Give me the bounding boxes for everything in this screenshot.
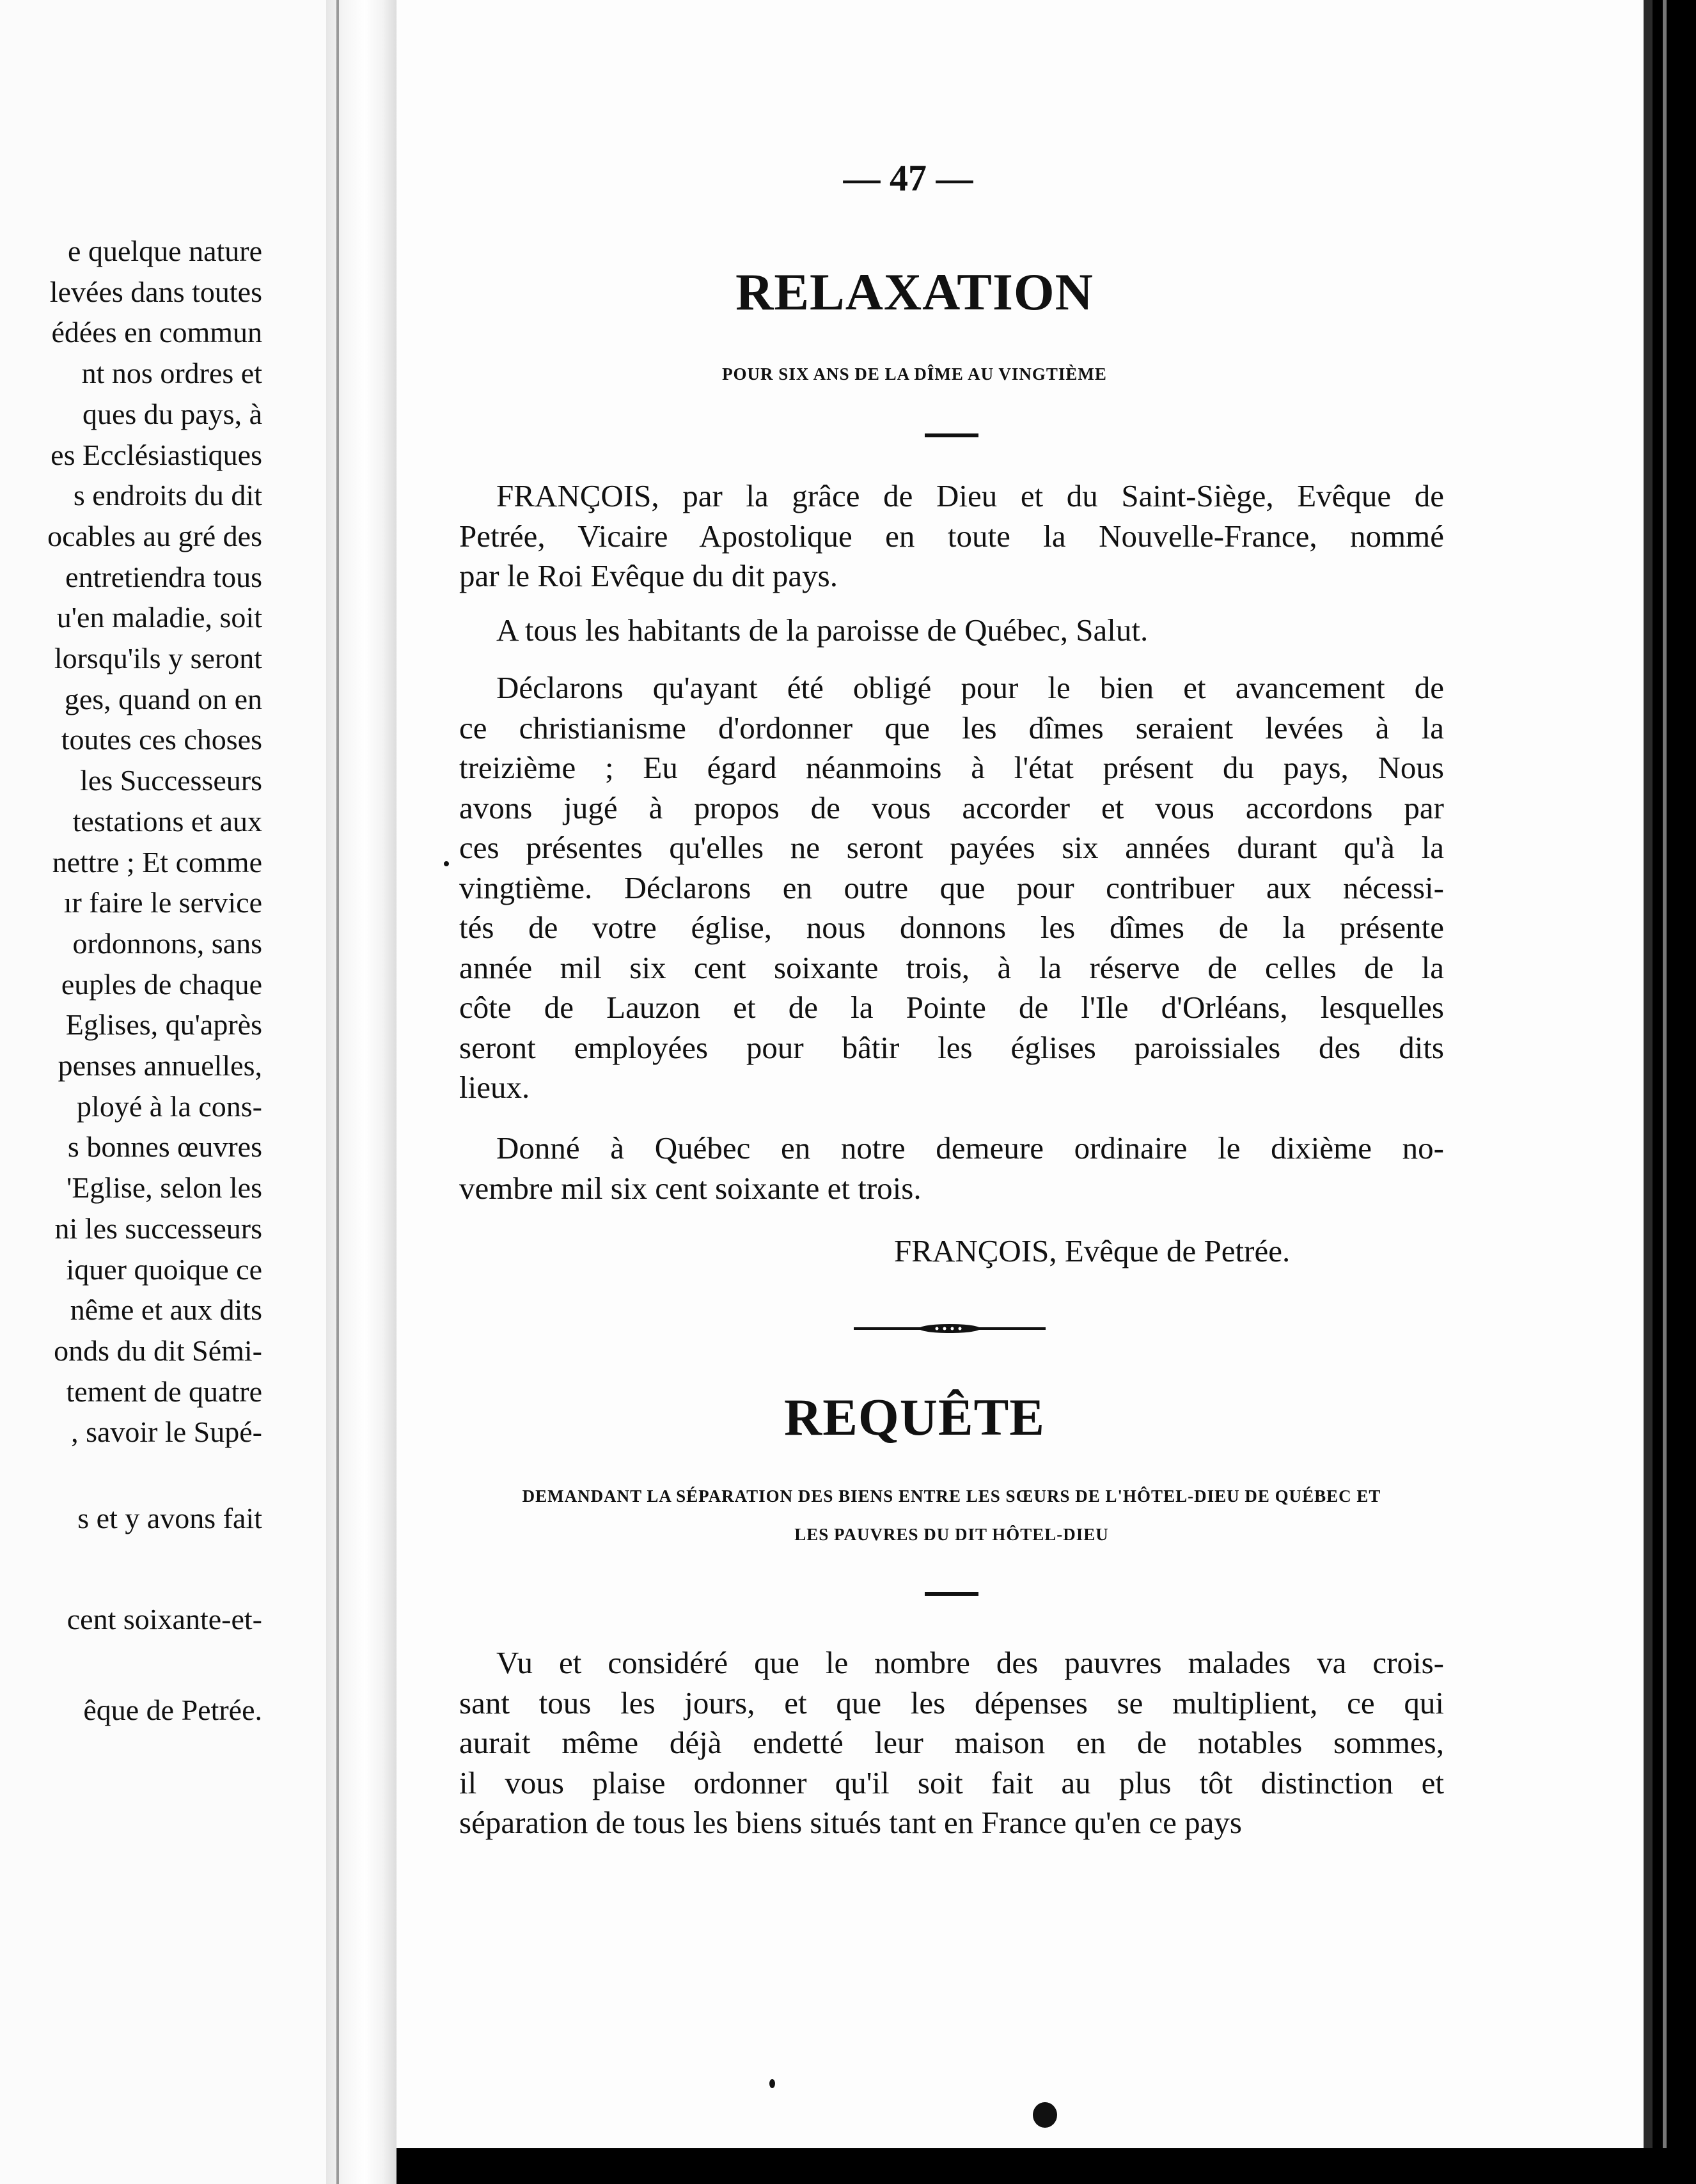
scan-speck	[1033, 2102, 1057, 2128]
text-line: lieux.	[459, 1070, 530, 1105]
scan-speck	[444, 861, 449, 866]
left-page-line: êque de Petrée.	[83, 1694, 262, 1726]
left-page-line: ges, quand on en	[64, 682, 262, 715]
left-page-line: cent soixante-et-	[67, 1603, 262, 1635]
left-page-line: testations et aux	[72, 804, 262, 838]
left-page-line: ır faire le service	[63, 886, 262, 919]
page-edge-shadow	[1644, 0, 1653, 2148]
section-title-relaxation: RELAXATION	[735, 263, 1094, 321]
text-line: Donné à Québec en notre demeure ordinaire le dixième no-	[496, 1130, 1444, 1166]
left-page-line: euples de chaque	[61, 967, 262, 1001]
section-subtitle-requete-line-2: LES PAUVRES DU DIT HÔTEL-DIEU	[794, 1525, 1109, 1544]
left-page-line: s bonnes œuvres	[67, 1130, 262, 1164]
left-page-line: toutes ces choses	[61, 723, 262, 756]
left-page-line: les Successeurs	[80, 764, 262, 797]
page-edge-line	[1663, 0, 1667, 2148]
paragraph-vu-et-considere	[459, 1643, 1444, 1843]
text-line: seront employées pour bâtir les églises paroissiales des dits	[459, 1029, 1444, 1065]
text-line: ces présentes qu'elles ne seront payées six années durant qu'à la	[459, 830, 1444, 865]
left-page-line: tement de quatre	[66, 1375, 262, 1408]
text-line: aurait même déjà endetté leur maison en de notables sommes,	[459, 1725, 1444, 1760]
text-line: Déclarons qu'ayant été obligé pour le bien et avancement de	[496, 670, 1444, 705]
text-line: Petrée, Vicaire Apostolique en toute la Nouvelle-France, nommé	[459, 518, 1444, 554]
left-page-line: s endroits du dit	[73, 479, 262, 512]
left-page-line: ordonnons, sans	[72, 926, 262, 960]
left-page-line: ques du pays, à	[82, 397, 262, 430]
text-line: séparation de tous les biens situés tant en France qu'en ce pays	[459, 1805, 1242, 1840]
paragraph-salutation	[459, 611, 1444, 651]
left-page-line: ni les successeurs	[54, 1212, 262, 1245]
left-page-line: es Ecclésiastiques	[51, 438, 262, 471]
left-page-line: nême et aux dits	[70, 1293, 262, 1327]
left-page-line: e quelque nature	[68, 235, 262, 267]
paragraph-donne	[459, 1128, 1444, 1208]
text-line: Vu et considéré que le nombre des pauvres malades va crois-	[496, 1645, 1444, 1680]
left-page-line: levées dans toutes	[49, 275, 262, 308]
left-page-line: lorsqu'ils y seront	[54, 642, 262, 675]
text-line: vingtième. Déclarons en outre que pour contribuer aux nécessi-	[459, 870, 1444, 905]
text-line: par le Roi Evêque du dit pays.	[459, 558, 838, 593]
left-page-line: onds du dit Sémi-	[54, 1334, 262, 1367]
left-page-line: u'en maladie, soit	[56, 601, 262, 634]
text-line: A tous les habitants de la paroisse de Québec, Salut.	[496, 612, 1149, 648]
text-line: année mil six cent soixante trois, à la réserve de celles de la	[459, 949, 1444, 985]
left-page-line: édées en commun	[51, 316, 262, 349]
section-subtitle-relaxation: POUR SIX ANS DE LA DÎME AU VINGTIÈME	[722, 364, 1107, 384]
section-subtitle-requete-line-1: DEMANDANT LA SÉPARATION DES BIENS ENTRE LES SŒURS DE L'HÔTEL-DIEU DE QUÉBEC ET	[522, 1486, 1381, 1506]
text-line: tés de votre église, nous donnons les dîmes de la présente	[459, 910, 1444, 945]
section-title-requete: REQUÊTE	[784, 1388, 1045, 1446]
left-page-line: penses annuelles,	[58, 1049, 262, 1082]
text-line: côte de Lauzon et de la Pointe de l'Ile d'Orléans, lesquelles	[459, 990, 1444, 1025]
ornament-divider	[854, 1322, 1046, 1335]
text-line: vembre mil six cent soixante et trois.	[459, 1170, 922, 1206]
left-page-line: Eglises, qu'après	[65, 1008, 262, 1041]
left-page-line: ocables au gré des	[47, 519, 262, 552]
section-rule	[925, 1592, 978, 1596]
scan-speck	[769, 2079, 775, 2088]
text-line: il vous plaise ordonner qu'il soit fait au plus tôt distinction et	[459, 1765, 1444, 1800]
left-page-line: s et y avons fait	[77, 1502, 262, 1534]
gutter-shadow-line	[336, 0, 339, 2184]
text-line: avons jugé à propos de vous accorder et vous accordons par	[459, 790, 1444, 825]
left-page-line: nt nos ordres et	[81, 357, 262, 390]
left-page-line: iquer quoique ce	[66, 1252, 262, 1286]
paragraph-declarons	[459, 668, 1444, 1108]
text-line: sant tous les jours, et que les dépenses se multiplient, ce qui	[459, 1685, 1444, 1720]
text-line: FRANÇOIS, par la grâce de Dieu et du Saint-Siège, Evêque de	[496, 478, 1444, 513]
text-line: ce christianisme d'ordonner que les dîmes seraient levées à la	[459, 710, 1444, 745]
left-page-line: nettre ; Et comme	[52, 845, 262, 878]
left-page-line: , savoir le Supé-	[71, 1416, 262, 1449]
left-page-line: entretiendra tous	[65, 560, 262, 593]
paragraph-francois-intro	[459, 476, 1444, 597]
page-number: — 47 —	[843, 157, 973, 199]
left-page-line: 'Eglise, selon les	[67, 1171, 262, 1205]
left-page-fragment	[0, 0, 326, 2184]
left-page-line: ployé à la cons-	[77, 1089, 262, 1123]
signature: FRANÇOIS, Evêque de Petrée.	[894, 1233, 1291, 1268]
text-line: treizième ; Eu égard néanmoins à l'état présent du pays, Nous	[459, 750, 1444, 785]
section-rule	[925, 433, 978, 437]
